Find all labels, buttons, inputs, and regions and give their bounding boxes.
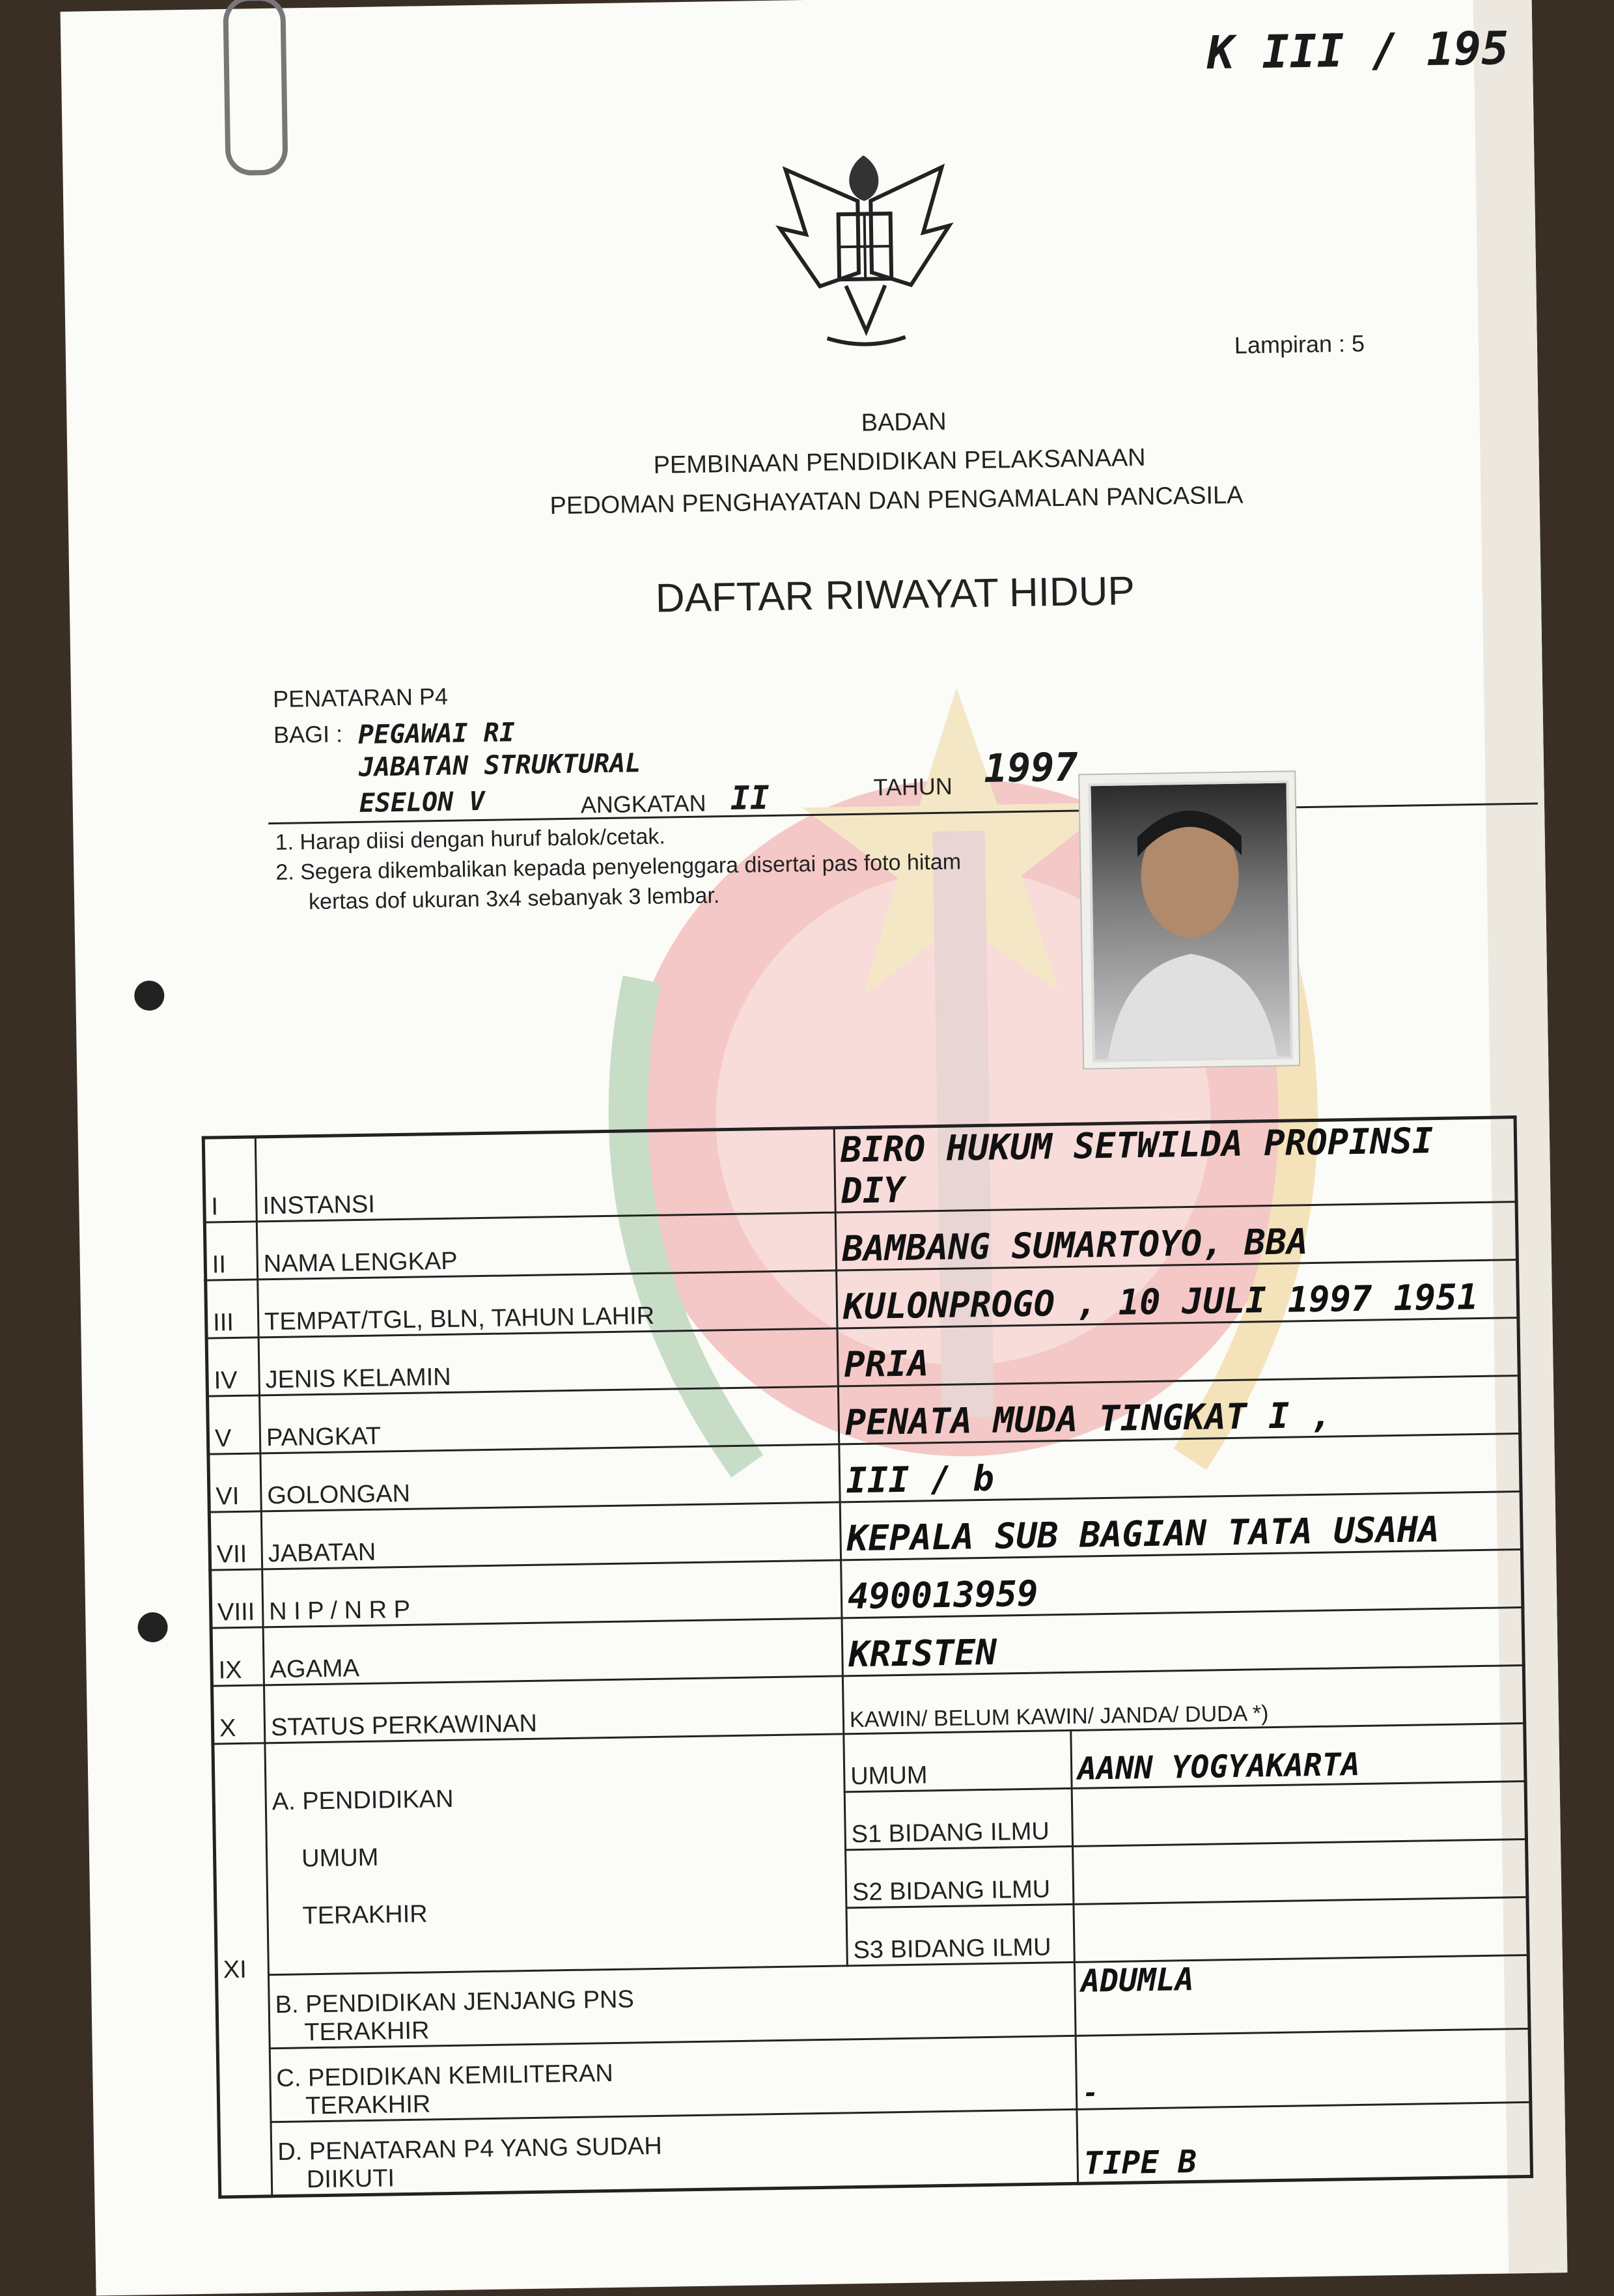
kemiliteran-value: - (1076, 2028, 1531, 2109)
header-line-3: PEDOMAN PENGHAYATAN DAN PENGAMALAN PANCASILA (550, 481, 1244, 520)
bagi-line-1: PEGAWAI RI (357, 718, 516, 750)
angkatan-value: II (730, 779, 770, 817)
row-label: STATUS PERKAWINAN (264, 1676, 843, 1743)
pendidikan-pns-label-2: TERAKHIR (304, 2017, 430, 2047)
s1-label: S1 BIDANG ILMU (844, 1788, 1072, 1849)
document-title: DAFTAR RIWAYAT HIDUP (655, 568, 1135, 621)
bagi-label: BAGI : (273, 720, 343, 748)
pas-foto (1088, 780, 1293, 1062)
nama-value: BAMBANG SUMARTOYO, BBA (835, 1202, 1517, 1270)
pendidikan-label-2: UMUM (301, 1843, 379, 1872)
s2-label: S2 BIDANG ILMU (846, 1846, 1074, 1907)
row-number: XI (213, 1743, 272, 2197)
umum-label: UMUM (844, 1730, 1072, 1791)
pendidikan-label-1: A. PENDIDIKAN (271, 1785, 454, 1815)
s3-label: S3 BIDANG ILMU (846, 1904, 1074, 1965)
s3-value (1074, 1897, 1528, 1962)
instruction-1: 1. Harap diisi dengan huruf balok/cetak. (275, 824, 666, 855)
tahun-value: 1997 (983, 744, 1079, 792)
row-label: AGAMA (263, 1618, 842, 1685)
penataran-p4-label (271, 2109, 1078, 2196)
agama-value: KRISTEN (842, 1607, 1524, 1675)
pangkat-value: PENATA MUDA TINGKAT I , (838, 1376, 1520, 1444)
row-number: V (208, 1395, 260, 1454)
document-sheet (61, 0, 1568, 2296)
pendidikan-label-3: TERAKHIR (302, 1899, 428, 1929)
kemiliteran-label-1: C. PEDIDIKAN KEMILITERAN (276, 2060, 614, 2093)
row-number: VII (209, 1511, 262, 1570)
bagi-line-3: ESELON V (359, 786, 485, 819)
umum-value: AANN YOGYAKARTA (1071, 1723, 1525, 1788)
s2-value (1073, 1839, 1527, 1904)
s1-value (1072, 1781, 1526, 1846)
portrait-figure (1091, 783, 1290, 1060)
kemiliteran-label-2: TERAKHIR (305, 2090, 431, 2120)
jabatan-value: KEPALA SUB BAGIAN TATA USAHA (840, 1492, 1522, 1560)
annotation-top: K III / 195 (1206, 21, 1509, 80)
punch-hole-bottom (137, 1612, 168, 1643)
pendidikan-pns-label-1: B. PENDIDIKAN JENJANG PNS (275, 1985, 635, 2019)
row-label: JABATAN (261, 1502, 841, 1569)
pendidikan-pns-label (268, 1962, 1076, 2048)
lahir-value: KULONPROGO , 10 JULI 1997 1951 (837, 1260, 1518, 1328)
row-label: GOLONGAN (260, 1444, 840, 1511)
row-number: III (206, 1280, 258, 1338)
penataran-p4-value: TIPE B (1077, 2102, 1532, 2183)
row-label: PANGKAT (260, 1386, 839, 1453)
row-label: TEMPAT/TGL, BLN, TAHUN LAHIR (258, 1270, 837, 1337)
tahun-label: TAHUN (873, 772, 953, 801)
lampiran-label: Lampiran : 5 (1234, 329, 1365, 359)
pendidikan-umum-label (265, 1734, 847, 1975)
biodata-table (202, 1115, 1533, 2199)
row-number: VIII (210, 1569, 263, 1628)
penataran-p4-label-2: DIIKUTI (306, 2164, 395, 2194)
nip-value: 490013959 (841, 1549, 1523, 1617)
instansi-value: BIRO HUKUM SETWILDA PROPINSI DIY (834, 1117, 1516, 1212)
penataran-label: PENATARAN P4 (272, 682, 449, 712)
instruction-3: kertas dof ukuran 3x4 sebanyak 3 lembar. (308, 883, 720, 915)
garuda-emblem-icon (766, 141, 964, 359)
row-number: I (203, 1137, 257, 1222)
row-number: VI (208, 1453, 261, 1512)
header-line-2: PEMBINAAN PENDIDIKAN PELAKSANAAN (653, 443, 1146, 479)
punch-hole-top (134, 981, 165, 1011)
instruction-2: 2. Segera dikembalikan kepada penyelenggara disertai pas foto hitam (275, 849, 962, 885)
row-label: INSTANSI (255, 1128, 835, 1222)
kemiliteran-label (270, 2036, 1077, 2121)
golongan-value: III / b (839, 1434, 1521, 1502)
penataran-p4-label-1: D. PENATARAN P4 YANG SUDAH (277, 2132, 663, 2166)
pendidikan-pns-value: ADUMLA (1074, 1955, 1529, 2036)
angkatan-label: ANGKATAN (580, 789, 706, 819)
bagi-line-2: JABATAN STRUKTURAL (358, 748, 641, 783)
jenis-kelamin-value: PRIA (837, 1318, 1519, 1386)
row-label: JENIS KELAMIN (258, 1328, 838, 1395)
row-label: NAMA LENGKAP (257, 1212, 836, 1280)
row-number: X (212, 1685, 265, 1744)
row-number: IV (206, 1337, 259, 1396)
row-number: II (204, 1222, 257, 1280)
paper-clip (223, 0, 288, 176)
row-number: IX (211, 1627, 264, 1686)
row-label: N I P / N R P (262, 1560, 842, 1627)
status-perkawinan-options: KAWIN/ BELUM KAWIN/ JANDA/ DUDA *) (842, 1665, 1524, 1733)
header-line-1: BADAN (861, 408, 947, 437)
